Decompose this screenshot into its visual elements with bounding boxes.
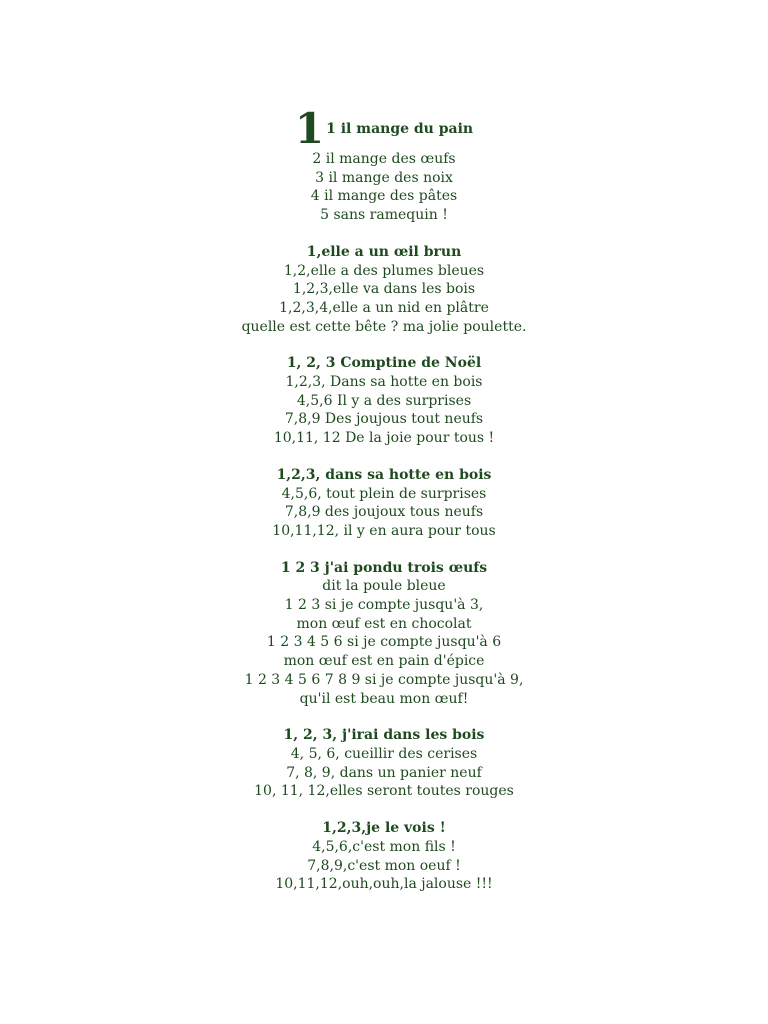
poem-7 bbox=[0, 819, 768, 894]
poem-line: 10, 11, 12,elles seront toutes rouges bbox=[254, 783, 514, 800]
poem-line: 1 2 3 4 5 6 7 8 9 si je compte jusqu'à 9, bbox=[244, 671, 524, 688]
poem-2 bbox=[0, 243, 768, 337]
poem-line: 1,2,elle a des plumes bleues bbox=[283, 262, 485, 279]
poem-line: 7,8,9 des joujoux tous neufs bbox=[284, 504, 484, 521]
poem-line: qu'il est beau mon œuf! bbox=[299, 690, 469, 707]
poem-line: 10,11,12, il y en aura pour tous bbox=[272, 522, 496, 539]
poem-line: 4,5,6 Il y a des surprises bbox=[296, 392, 472, 409]
poem-4 bbox=[0, 466, 768, 541]
poem-6 bbox=[0, 726, 768, 801]
poem-line: 1,2,3,elle va dans les bois bbox=[292, 281, 476, 298]
poem-title: 1, 2, 3 Comptine de Noël bbox=[286, 355, 482, 372]
poem-title-text: 1 il mange du pain bbox=[326, 121, 474, 137]
poem-line: 10,11,12,ouh,ouh,la jalouse !!! bbox=[275, 876, 493, 893]
poem-line: 2 il mange des œufs bbox=[312, 151, 456, 167]
poem-line: dit la poule bleue bbox=[322, 578, 446, 595]
poem-line: 7,8,9 Des joujous tout neufs bbox=[284, 411, 484, 428]
poem-line: mon œuf est en chocolat bbox=[296, 615, 472, 632]
poem-line: 1,2,3,4,elle a un nid en plâtre bbox=[279, 299, 489, 316]
drop-cap: 1 bbox=[294, 104, 325, 153]
rhymes-text bbox=[0, 104, 768, 894]
poem-line: 4,5,6, tout plein de surprises bbox=[281, 485, 487, 502]
poem-title: 1 2 3 j'ai pondu trois œufs bbox=[280, 559, 488, 576]
poem-5 bbox=[0, 559, 768, 709]
poem-line: quelle est cette bête ? ma jolie poulette. bbox=[241, 318, 527, 335]
poem-3 bbox=[0, 354, 768, 448]
poem-line: mon œuf est en pain d'épice bbox=[283, 653, 485, 670]
poem-line: 7, 8, 9, dans un panier neuf bbox=[286, 764, 482, 781]
poem-line: 4, 5, 6, cueillir des cerises bbox=[290, 745, 478, 762]
poem-line: 7,8,9,c'est mon oeuf ! bbox=[307, 857, 461, 874]
poem-title: 1,2,3,je le vois ! bbox=[322, 820, 446, 837]
poem-1 bbox=[0, 104, 768, 225]
poem-title bbox=[0, 104, 768, 153]
poem-line: 5 sans ramequin ! bbox=[320, 207, 448, 224]
poem-line: 10,11, 12 De la joie pour tous ! bbox=[273, 430, 495, 447]
poem-line: 4 il mange des pâtes bbox=[310, 188, 458, 205]
poem-title: 1,elle a un œil brun bbox=[306, 243, 462, 260]
poem-line: 3 il mange des noix bbox=[315, 169, 453, 186]
poem-line: 1 2 3 4 5 6 si je compte jusqu'à 6 bbox=[266, 634, 502, 651]
poem-line: 4,5,6,c'est mon fils ! bbox=[312, 838, 456, 855]
poem-line: 1,2,3, Dans sa hotte en bois bbox=[285, 374, 483, 391]
poem-title: 1,2,3, dans sa hotte en bois bbox=[276, 466, 492, 483]
poem-title: 1, 2, 3, j'irai dans les bois bbox=[283, 727, 485, 744]
poem-line: 1 2 3 si je compte jusqu'à 3, bbox=[284, 597, 484, 614]
